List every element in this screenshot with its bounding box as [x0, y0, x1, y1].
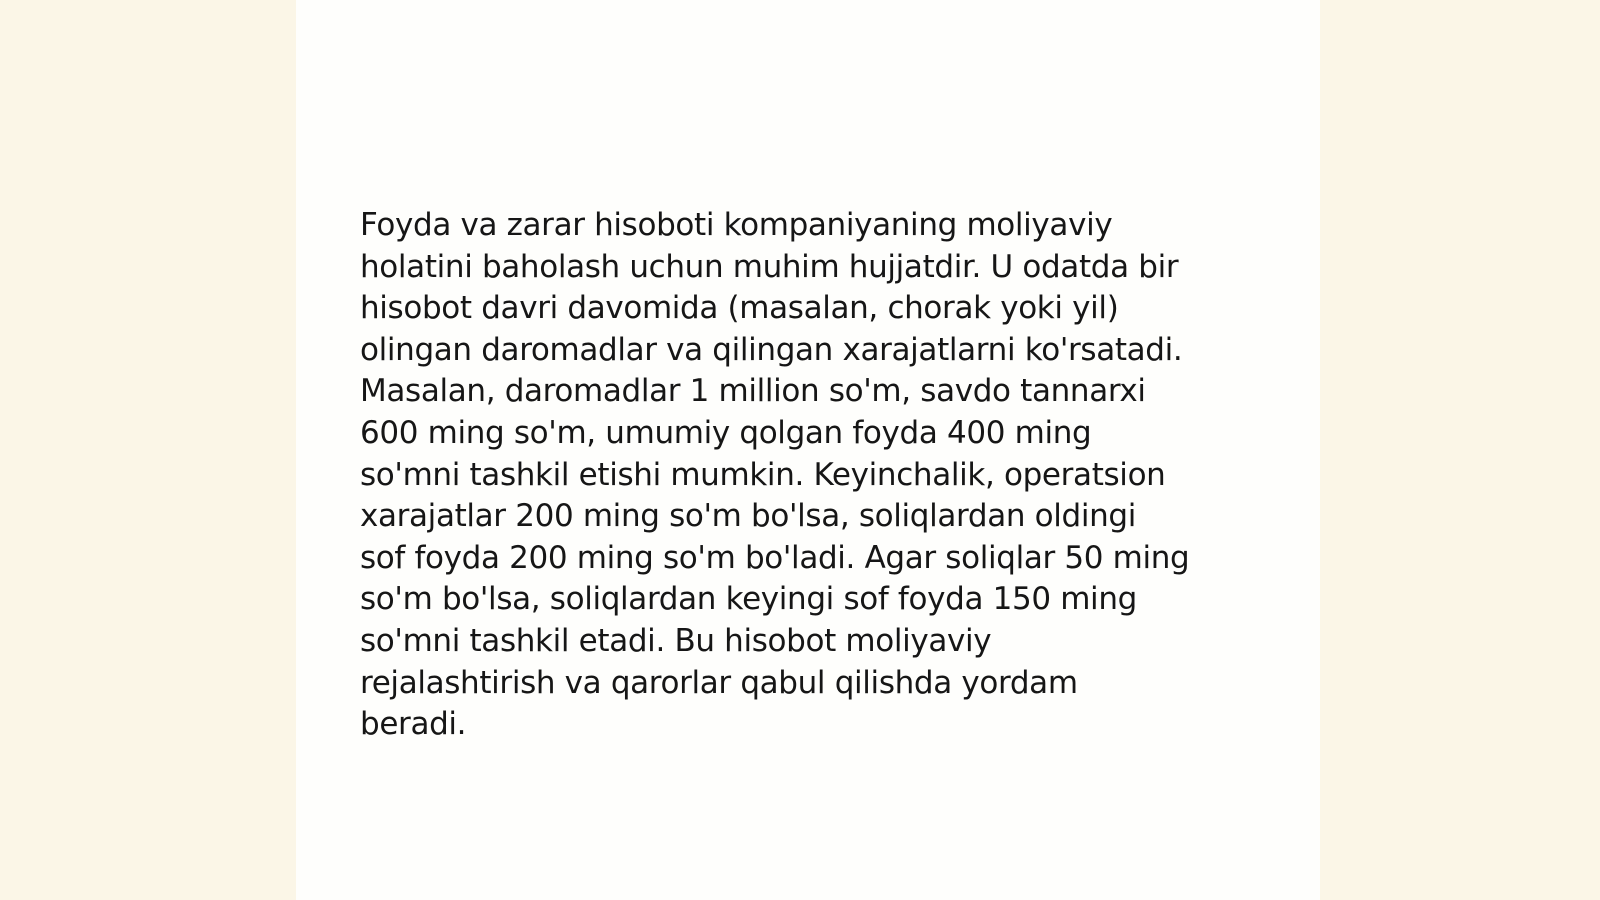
paragraph-line: Masalan, daromadlar 1 million so'm, savdo tannarxi [360, 373, 1146, 410]
paragraph-line: sof foyda 200 ming so'm bo'ladi. Agar soliqlar 50 ming [360, 539, 1190, 576]
paragraph-line: holatini baholash uchun muhim hujjatdir. U odatda bir [360, 248, 1179, 285]
paragraph-line: beradi. [360, 706, 467, 743]
paragraph-line: olingan daromadlar va qilingan xarajatlarni ko'rsatadi. [360, 331, 1183, 368]
document-page [296, 0, 1320, 900]
paragraph-line: so'm bo'lsa, soliqlardan keyingi sof foyda 150 ming [360, 581, 1137, 618]
paragraph-line: xarajatlar 200 ming so'm bo'lsa, soliqlardan oldingi [360, 498, 1137, 535]
paragraph-line: 600 ming so'm, umumiy qolgan foyda 400 ming [360, 414, 1092, 451]
body-paragraph [360, 205, 1260, 746]
paragraph-line: hisobot davri davomida (masalan, chorak yoki yil) [360, 290, 1119, 327]
paragraph-line: Foyda va zarar hisoboti kompaniyaning moliyaviy [360, 207, 1113, 243]
paragraph-line: so'mni tashkil etadi. Bu hisobot moliyaviy [360, 622, 992, 659]
paragraph-line: so'mni tashkil etishi mumkin. Keyinchalik, operatsion [360, 456, 1166, 493]
paragraph-line: rejalashtirish va qarorlar qabul qilishda yordam [360, 664, 1078, 701]
